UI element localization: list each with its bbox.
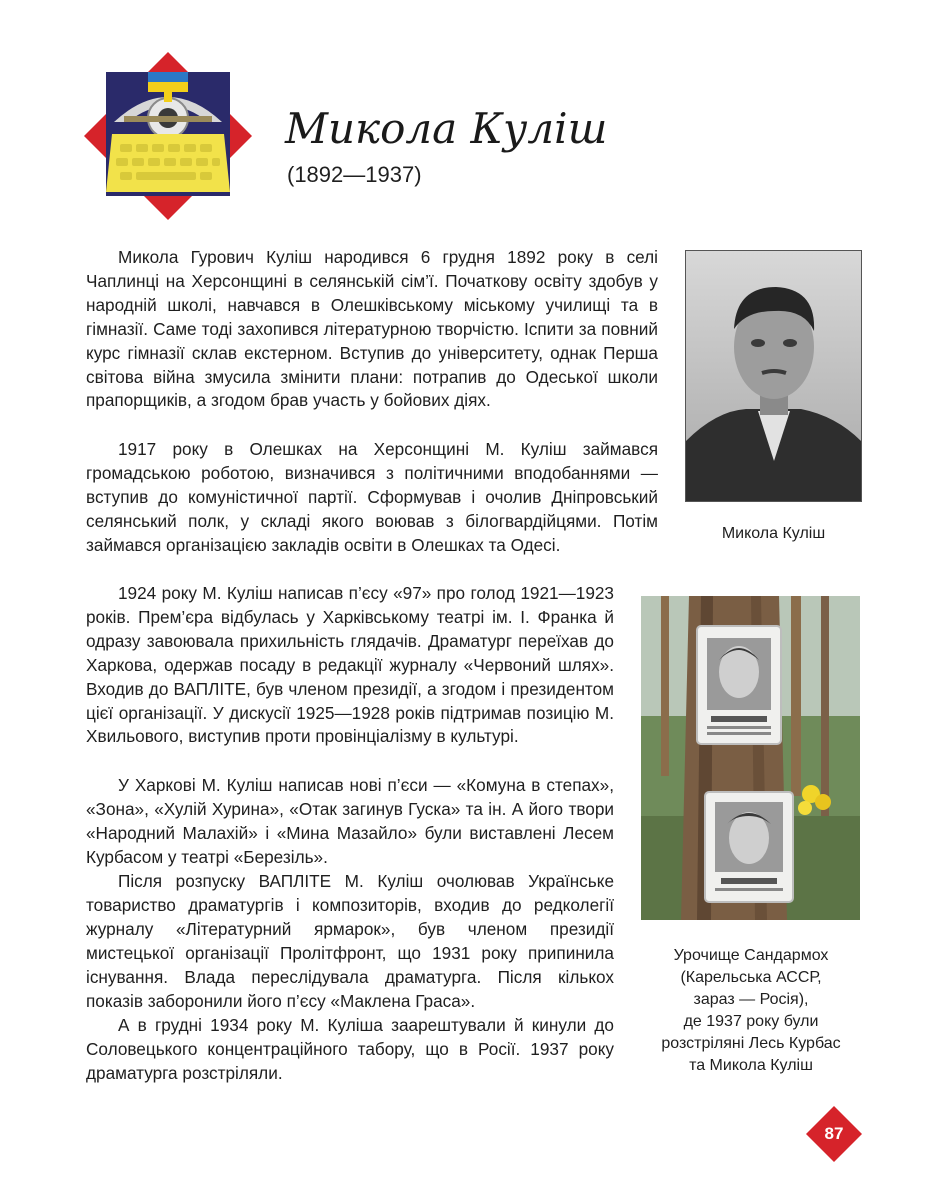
memorial-caption-line: розстріляні Лесь Курбас <box>661 1035 841 1052</box>
page-title: Микола Куліш <box>285 104 608 153</box>
portrait-caption: Микола Куліш <box>721 525 826 542</box>
memorial-caption-line: зараз — Росія), <box>693 991 809 1008</box>
page-number: 87 <box>824 1124 844 1143</box>
portrait-photo <box>685 250 862 502</box>
paragraph-biography-6: А в грудні 1934 року М. Куліша заарештували й кинули до Соловецького концентраційного табору, що в Росії. 1937 року драматурга розстріляли. <box>86 1015 614 1083</box>
memorial-photo <box>641 596 860 920</box>
paragraph-biography-2: 1917 року в Олешках на Херсонщині М. Куліш займався громадською роботою, визначився з політичними вподобаннями — вступив до комуністичної партії. Сформував і очолив Дніпровський селянський полк, у складі якого воював з білогвардійцями. Потім займався організацією закладів освіти в Олешках та Одесі. <box>86 439 658 555</box>
typewriter-icon <box>84 52 252 220</box>
memorial-image <box>641 596 860 920</box>
page-number-badge <box>806 1106 862 1162</box>
memorial-caption-line: Урочище Сандармох <box>673 947 829 964</box>
portrait-image <box>686 251 861 501</box>
life-years: (1892—1937) <box>287 162 422 187</box>
memorial-caption <box>622 945 880 1077</box>
paragraph-biography-3: 1924 року М. Куліш написав п’єсу «97» про голод 1921—1923 років. Прем’єра відбулась у Харківському театрі ім. І. Франка й одразу завоювала прихильність глядачів. Драматург переїхав до Харкова, одержав посаду в редакції журналу «Червоний шлях». Входив до ВАПЛІТЕ, був членом президії, а згодом і президентом цієї організації. У дискусії 1925—1928 років підтримав позицію М. Хвильового, виступив проти провінціалізму в культурі. <box>86 583 614 747</box>
paragraph-biography-4: У Харкові М. Куліш написав нові п’єси — «Комуна в степах», «Зона», «Хулій Хурина», «Отак загинув Гуска» та ін. А його твори «Народний Малахій» і «Мина Мазайло» були виставлені Лесем Курбасом у театрі «Березіль». <box>86 775 614 867</box>
memorial-caption-line: (Карельська АССР, <box>680 969 822 986</box>
paragraph-biography-1: Микола Гурович Куліш народився 6 грудня 1892 року в селі Чаплинці на Херсонщині в селянській сім’ї. Початкову освіту здобув у народній школі, навчався в Олешківському міському училищі та в гімназії. Саме тоді захопився літературною творчістю. Іспити за повний курс гімназії склав екстерном. Вступив до університету, однак Перша світова війна змусила змінити плани: потрапив до Одеської школи прапорщиків, а згодом брав участь у бойових діях. <box>86 247 658 411</box>
typewriter-logo <box>84 52 252 220</box>
memorial-caption-line: де 1937 року були <box>683 1013 819 1030</box>
memorial-caption-line: та Микола Куліш <box>689 1057 813 1074</box>
paragraph-biography-5: Після розпуску ВАПЛІТЕ М. Куліш очолював Українське товариство драматургів і композиторів, входив до редколегії журналу «Літературний ярмарок», був членом президії мистецької організації Пролітфронт, що 1931 року припинила існування. Влада переслідувала драматурга. Після кількох показів заборонили його п’єсу «Маклена Граса». <box>86 871 614 1011</box>
